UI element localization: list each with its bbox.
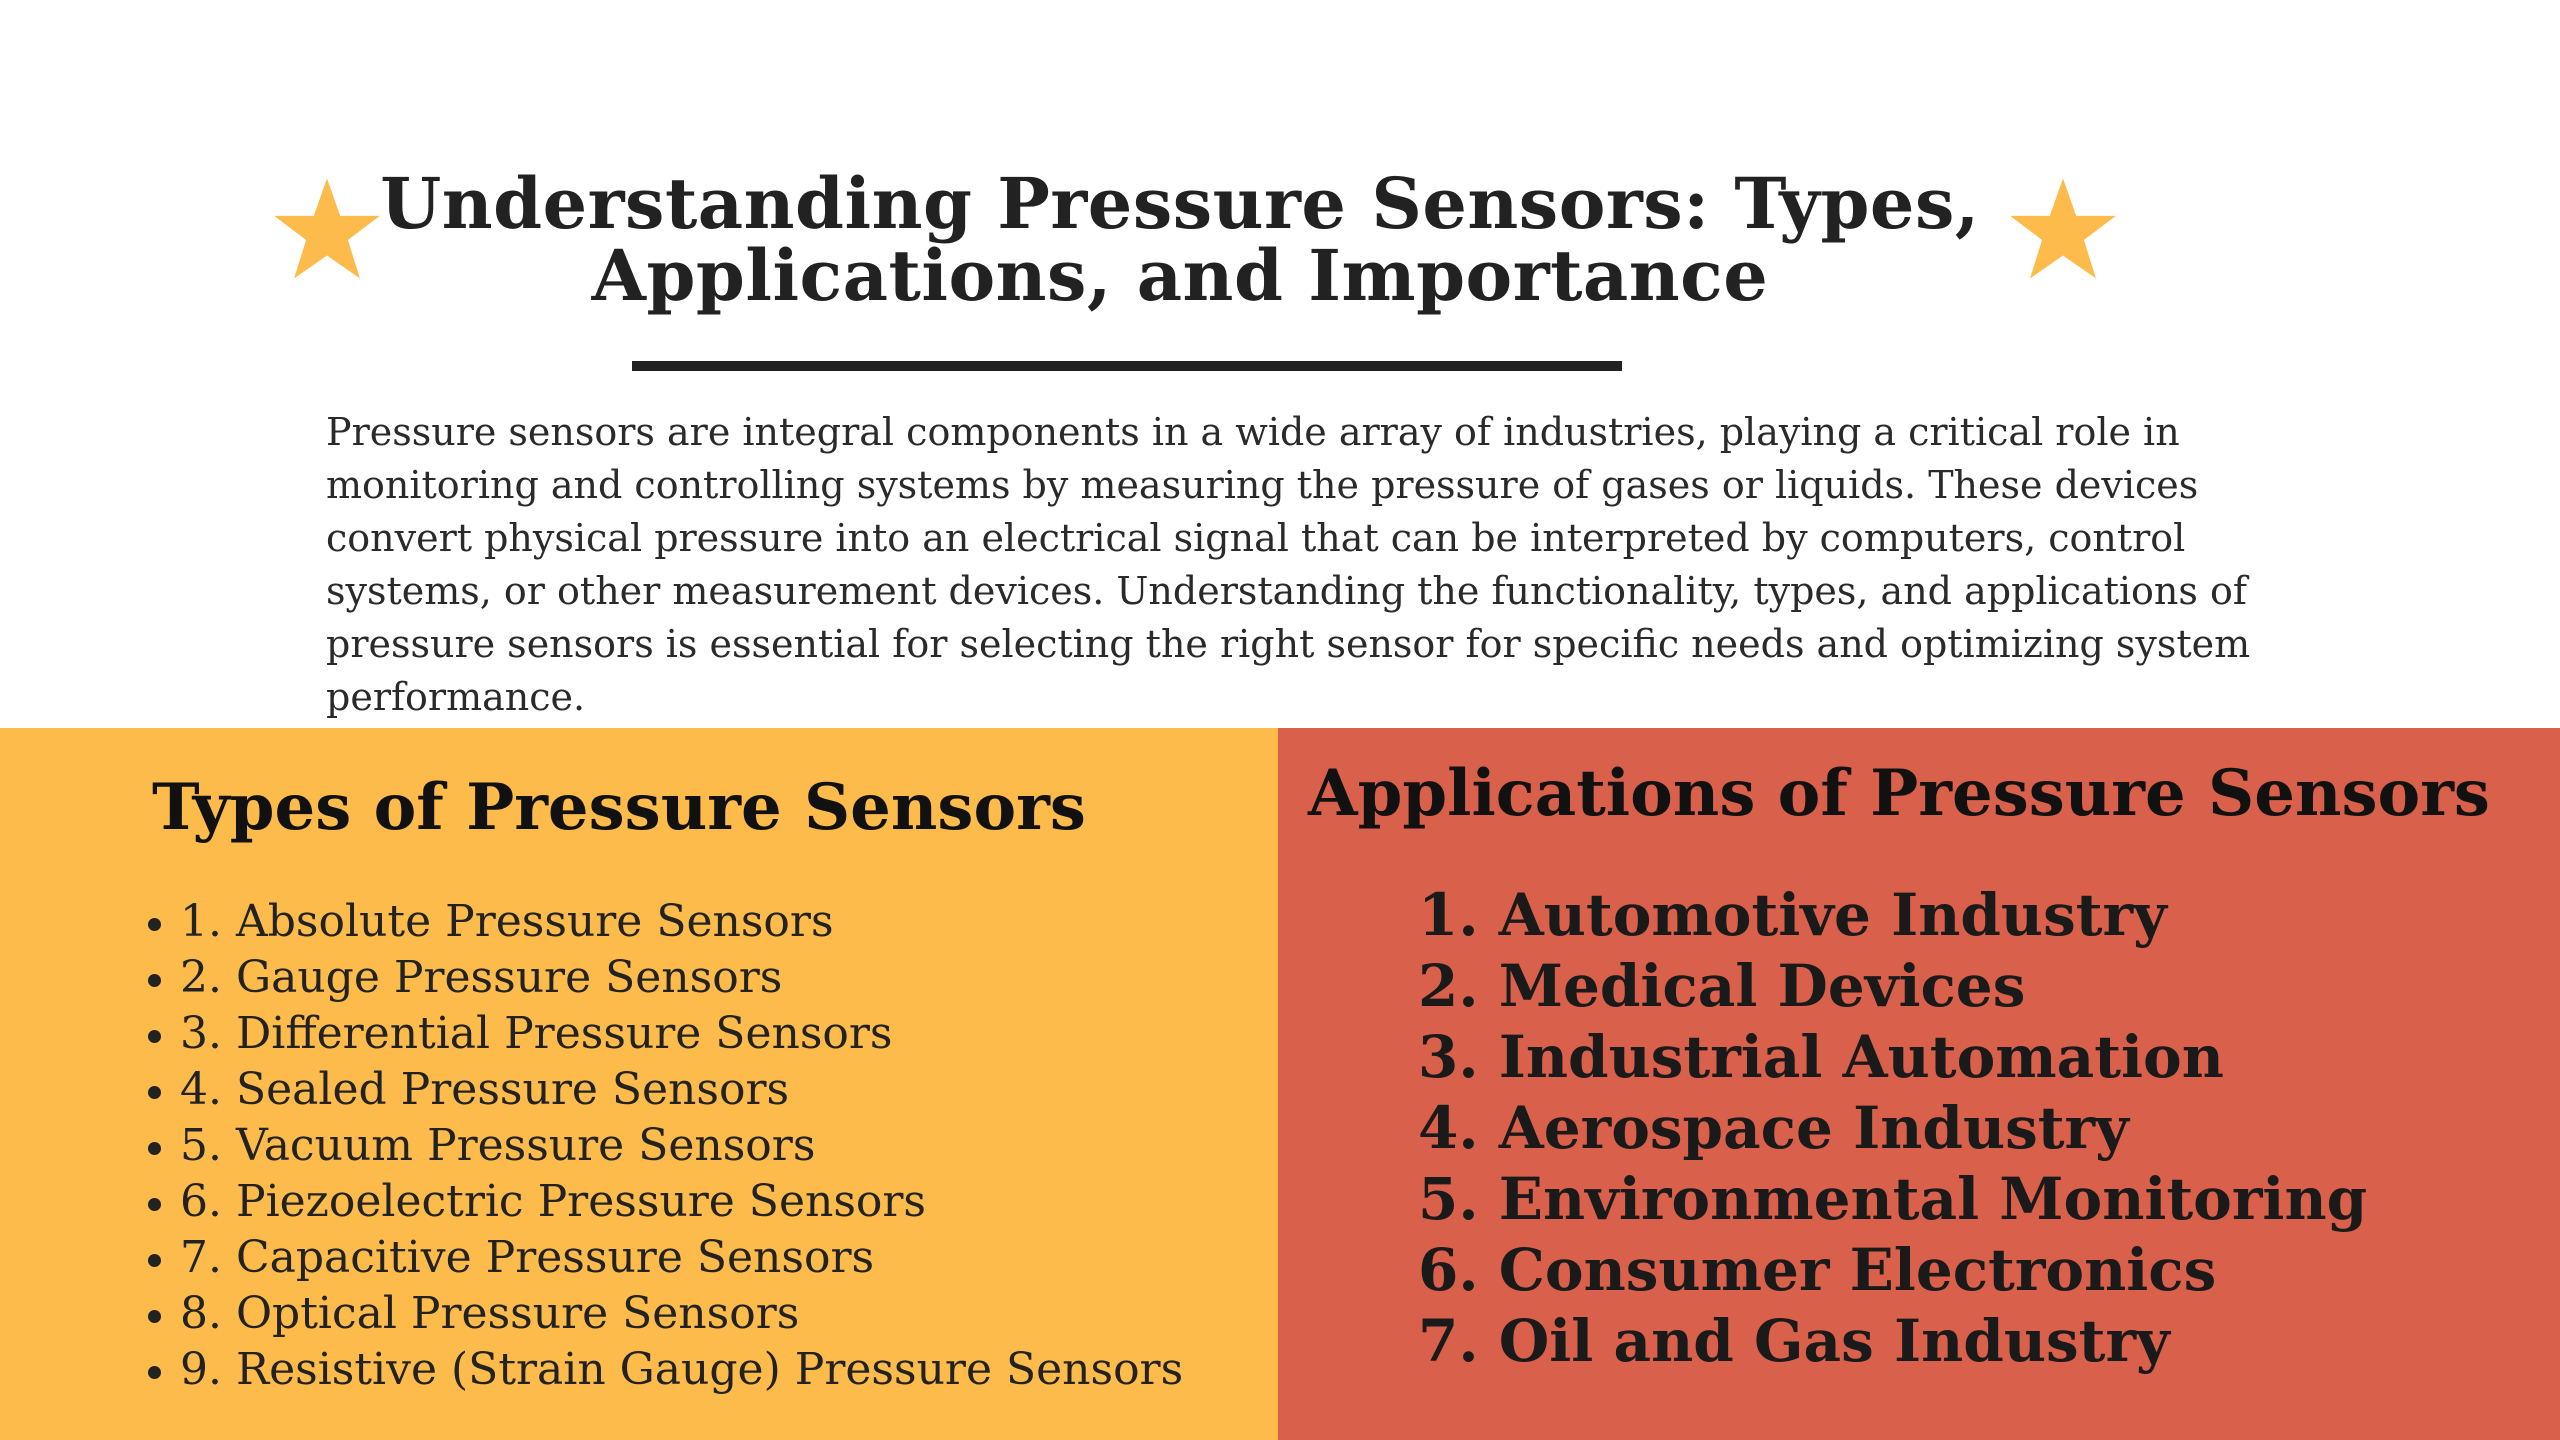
applications-list [1418,880,2367,1377]
page-title-line-1: Understanding Pressure Sensors: Types, [380,162,1980,245]
list-item: 5. Vacuum Pressure Sensors [180,1118,1183,1174]
list-item: 3. Differential Pressure Sensors [180,1006,1183,1062]
page-title-line-2: Applications, and Importance [591,234,1769,317]
list-item: 3. Industrial Automation [1418,1023,2224,1091]
list-item: 6. Piezoelectric Pressure Sensors [180,1174,1183,1230]
page-title [360,162,2000,317]
list-item: 4. Aerospace Industry [1418,1094,2129,1162]
list-item: 1. Automotive Industry [1418,881,2167,949]
list-item: 6. Consumer Electronics [1418,1236,2217,1304]
list-item: 9. Resistive (Strain Gauge) Pressure Sensors [180,1342,1183,1398]
list-item: 7. Oil and Gas Industry [1418,1307,2170,1375]
types-panel [0,728,1278,1440]
star-shape [2010,178,2116,278]
applications-heading: Applications of Pressure Sensors [1308,756,2490,831]
list-item: 5. Environmental Monitoring [1418,1165,2368,1233]
list-item: 4. Sealed Pressure Sensors [180,1062,1183,1118]
list-item: 8. Optical Pressure Sensors [180,1286,1183,1342]
list-item: 2. Gauge Pressure Sensors [180,950,1183,1006]
types-list [140,894,1183,1398]
list-item: 2. Medical Devices [1418,952,2026,1020]
list-item: 7. Capacitive Pressure Sensors [180,1230,1183,1286]
list-item: 1. Absolute Pressure Sensors [180,894,1183,950]
applications-panel [1278,728,2560,1440]
star-icon [2008,176,2118,281]
intro-paragraph: Pressure sensors are integral components in a wide array of industries, playing a critical role in monitoring and controlling systems by measuring the pressure of gases or liquids. These devices convert physical pressure into an electrical signal that can be interpreted by computers, control systems, or other measurement devices. Understanding the functionality, types, and applications of pressure sensors is essential for selecting the right sensor for specific needs and optimizing system performance. [326,410,2251,719]
title-underline [632,361,1622,371]
types-heading: Types of Pressure Sensors [152,770,1086,845]
